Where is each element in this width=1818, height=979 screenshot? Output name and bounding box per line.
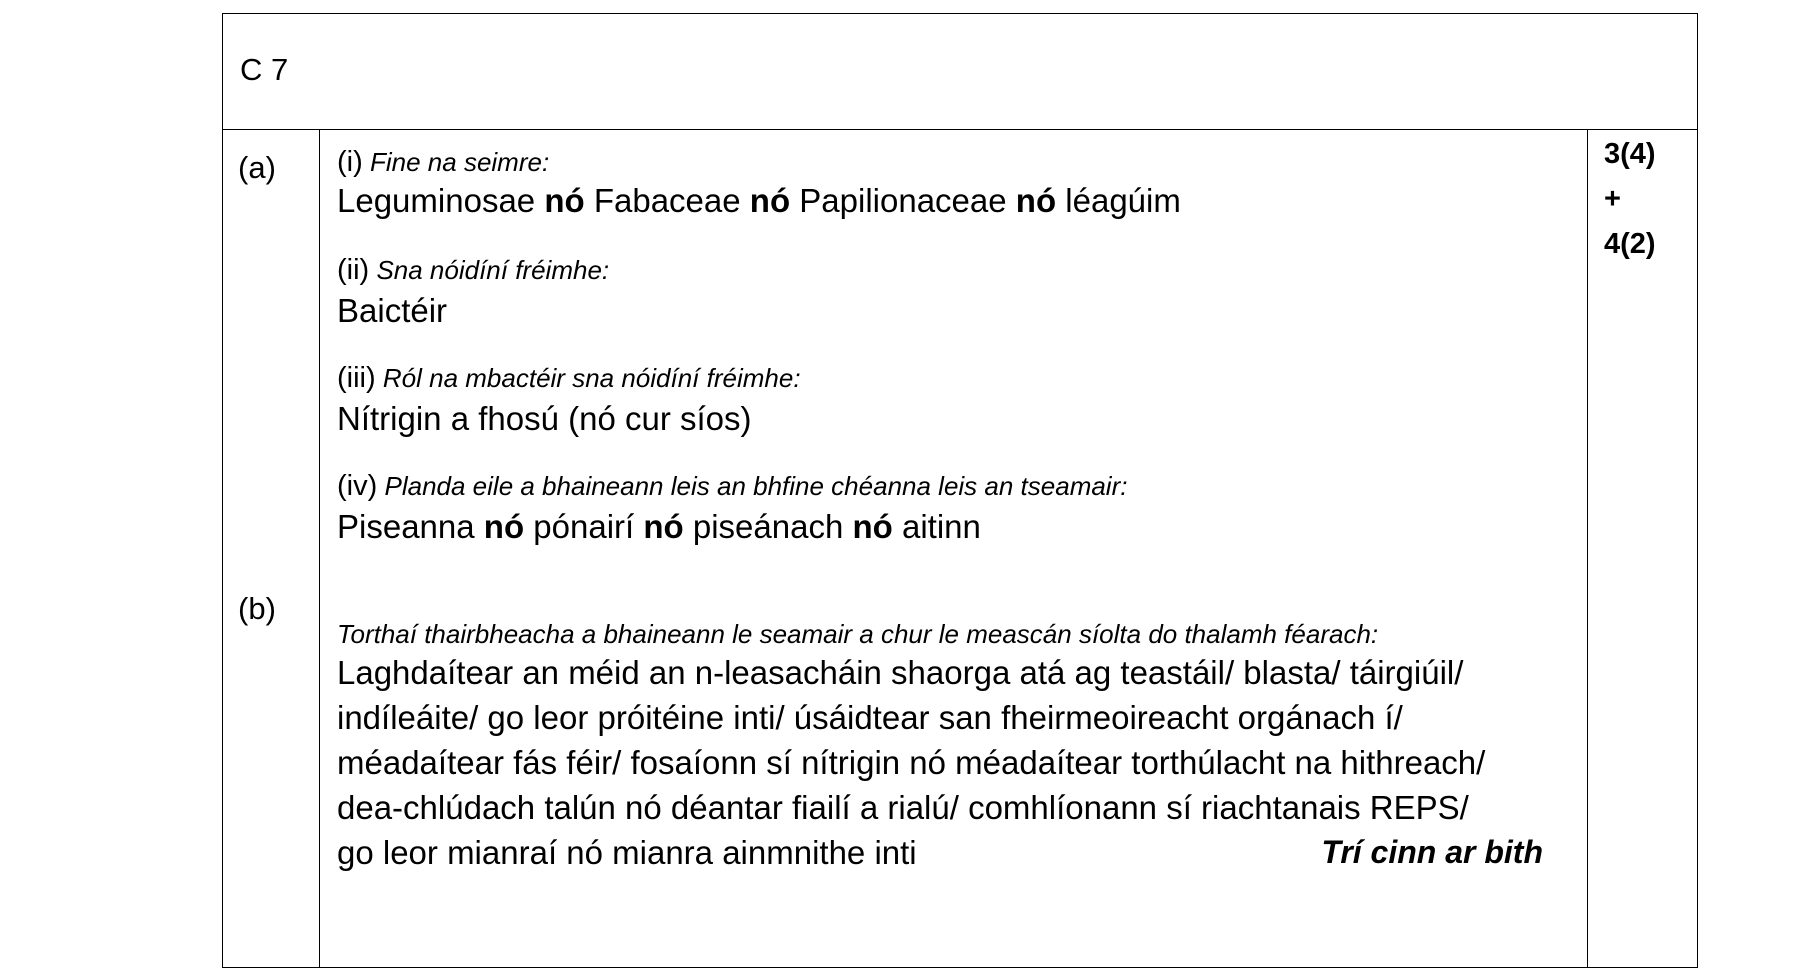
marking-scheme-table	[222, 13, 1698, 968]
or-keyword: nó	[544, 182, 585, 219]
answer-term: pónairí	[524, 508, 644, 545]
or-keyword: nó	[1015, 182, 1057, 219]
prompt-text: Sna nóidíní fréimhe:	[376, 255, 610, 285]
item-number: (i)	[337, 146, 363, 178]
answer-line: indíleáite/ go leor próitéine inti/ úsáidtear san fheirmeoireacht orgánach í/	[337, 699, 1403, 736]
prompt-text: Planda eile a bhaineann leis an bhfine chéanna leis an tseamair:	[384, 471, 1128, 501]
item-number: (ii)	[337, 254, 370, 286]
prompt-a-iii	[337, 362, 801, 395]
prompt-text: Ról na mbactéir sna nóidíní fréimhe:	[382, 363, 801, 393]
answer-term: piseánach	[683, 508, 853, 545]
any-three-note: Trí cinn ar bith	[1321, 834, 1543, 870]
or-keyword: nó	[483, 508, 525, 545]
answer-line: Laghdaítear an méid an n-leasacháin shaorga atá ag teastáil/ blasta/ táirgiúil/	[337, 654, 1464, 691]
question-label: C 7	[240, 52, 289, 87]
answer-term: Papilionaceae	[790, 182, 1016, 219]
part-a-label: (a)	[238, 150, 276, 185]
item-number: (iii)	[337, 362, 376, 394]
answer-a-iv	[337, 508, 981, 546]
or-keyword: nó	[643, 508, 684, 545]
answer-term: aitinn	[892, 508, 981, 545]
answer-a-iii: Nítrigin a fhosú (nó cur síos)	[337, 400, 752, 437]
marks-line: 4(2)	[1604, 228, 1656, 260]
question-header-row	[223, 14, 1697, 130]
prompt-a-i	[337, 146, 549, 179]
marks-cell	[1604, 132, 1656, 267]
column-divider-left	[319, 130, 320, 967]
item-number: (iv)	[337, 470, 378, 502]
answer-line: go leor mianraí nó mianra ainmnithe inti	[337, 834, 917, 871]
prompt-b	[337, 619, 1378, 650]
answer-a-ii: Baictéir	[337, 292, 448, 329]
answer-line: méadaítear fás féir/ fosaíonn sí nítrigin nó méadaítear torthúlacht na hithreach/	[337, 744, 1486, 781]
answer-term: léagúim	[1056, 182, 1181, 219]
marks-line: +	[1604, 183, 1621, 215]
column-divider-right	[1587, 130, 1588, 967]
answer-b	[337, 650, 1573, 875]
prompt-a-iv	[337, 470, 1127, 503]
or-keyword: nó	[852, 508, 893, 545]
prompt-text: Torthaí thairbheacha a bhaineann le seamair a chur le meascán síolta do thalamh féarach:	[337, 619, 1379, 649]
answer-term: Leguminosae	[337, 182, 545, 219]
marks-line: 3(4)	[1604, 138, 1656, 170]
prompt-a-ii	[337, 254, 609, 287]
or-keyword: nó	[749, 182, 791, 219]
answer-line: dea-chlúdach talún nó déantar fiailí a rialú/ comhlíonann sí riachtanais REPS/	[337, 789, 1469, 826]
prompt-text: Fine na seimre:	[370, 147, 550, 177]
part-b-label: (b)	[238, 591, 276, 626]
answer-term: Piseanna	[337, 508, 484, 545]
answer-a-i	[337, 182, 1181, 220]
answer-term: Fabaceae	[584, 182, 750, 219]
